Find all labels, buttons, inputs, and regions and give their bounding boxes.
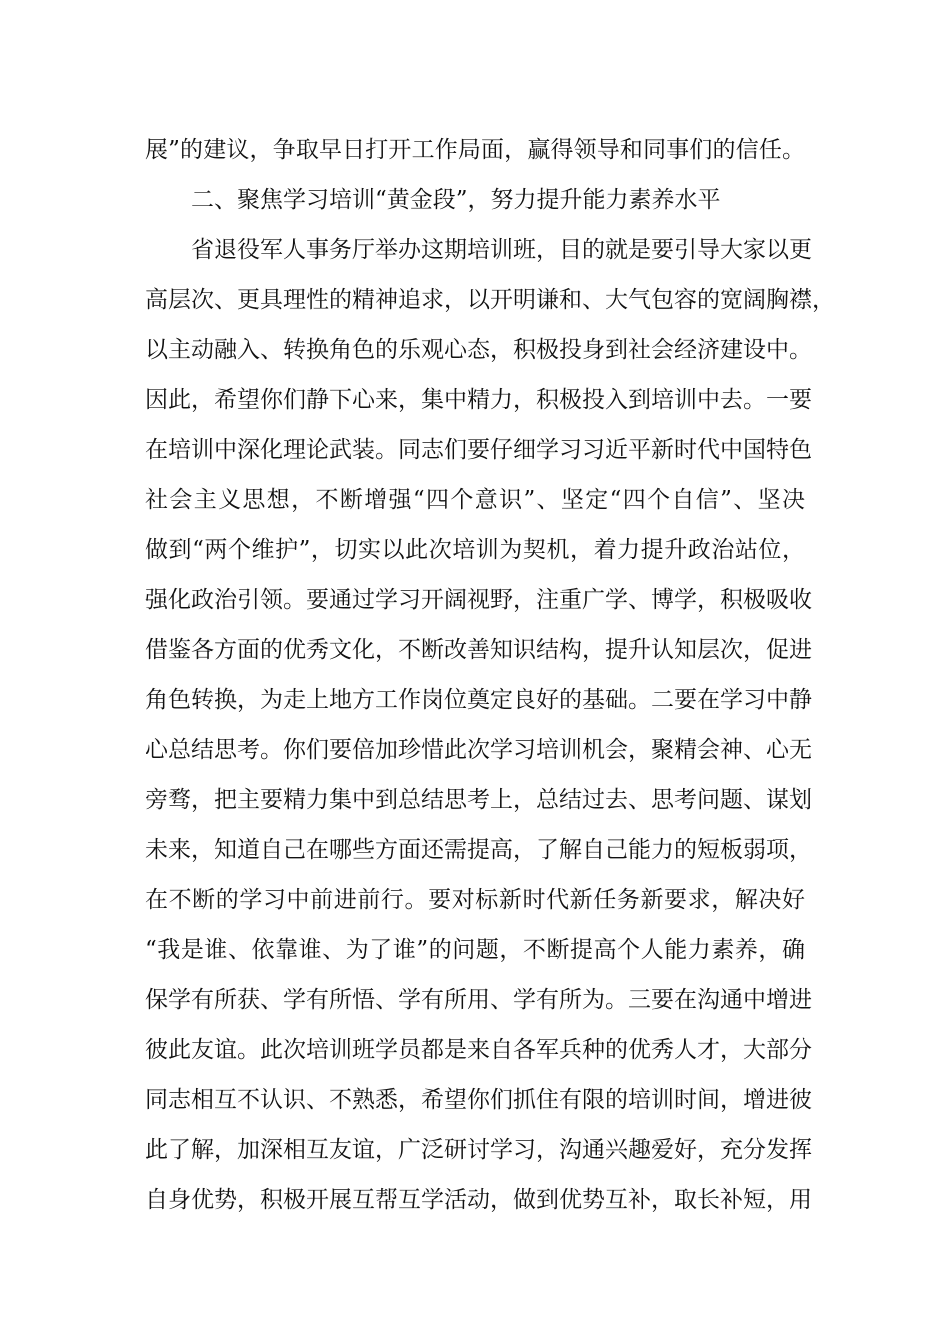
text-line-9: 做到“两个维护”，切实以此次培训为契机，着力提升政治站位， xyxy=(145,537,805,563)
text-line-8: 社会主义思想，不断增强“四个意识”、坚定“四个自信”、坚决 xyxy=(145,487,805,513)
text-line-5: 以主动融入、转换角色的乐观心态，积极投身到社会经济建设中。 xyxy=(145,337,812,363)
text-line-3: 省退役军人事务厅举办这期培训班，目的就是要引导大家以更 xyxy=(191,237,812,263)
text-line-6: 因此，希望你们静下心来，集中精力，积极投入到培训中去。一要 xyxy=(145,387,812,413)
text-line-21: 此了解，加深相互友谊，广泛研讨学习，沟通兴趣爱好，充分发挥 xyxy=(145,1137,812,1163)
text-line-20: 同志相互不认识、不熟悉，希望你们抓住有限的培训时间，增进彼 xyxy=(145,1087,812,1113)
text-line-16: 在不断的学习中前进前行。要对标新时代新任务新要求，解决好 xyxy=(145,887,805,913)
text-line-4: 高层次、更具理性的精神追求，以开明谦和、大气包容的宽阔胸襟， xyxy=(145,287,835,313)
text-line-10: 强化政治引领。要通过学习开阔视野，注重广学、博学，积极吸收 xyxy=(145,587,812,613)
text-line-7: 在培训中深化理论武装。同志们要仔细学习习近平新时代中国特色 xyxy=(145,437,812,463)
text-line-13: 心总结思考。你们要倍加珍惜此次学习培训机会，聚精会神、心无 xyxy=(145,737,812,763)
text-line-18: 保学有所获、学有所悟、学有所用、学有所为。三要在沟通中增进 xyxy=(145,987,812,1013)
text-line-14: 旁骛，把主要精力集中到总结思考上，总结过去、思考问题、谋划 xyxy=(145,787,812,813)
text-line-12: 角色转换，为走上地方工作岗位奠定良好的基础。二要在学习中静 xyxy=(145,687,812,713)
text-line-19: 彼此友谊。此次培训班学员都是来自各军兵种的优秀人才，大部分 xyxy=(145,1037,812,1063)
text-line-11: 借鉴各方面的优秀文化，不断改善知识结构，提升认知层次，促进 xyxy=(145,637,812,663)
text-line-1: 展”的建议，争取早日打开工作局面，赢得领导和同事们的信任。 xyxy=(145,137,805,163)
section-heading: 二、聚焦学习培训“黄金段”，努力提升能力素养水平 xyxy=(191,187,721,213)
text-line-15: 未来，知道自己在哪些方面还需提高，了解自己能力的短板弱项， xyxy=(145,837,812,863)
text-line-17: “我是谁、依靠谁、为了谁”的问题，不断提高个人能力素养，确 xyxy=(145,937,805,963)
text-line-22: 自身优势，积极开展互帮互学活动，做到优势互补，取长补短，用 xyxy=(145,1187,812,1213)
